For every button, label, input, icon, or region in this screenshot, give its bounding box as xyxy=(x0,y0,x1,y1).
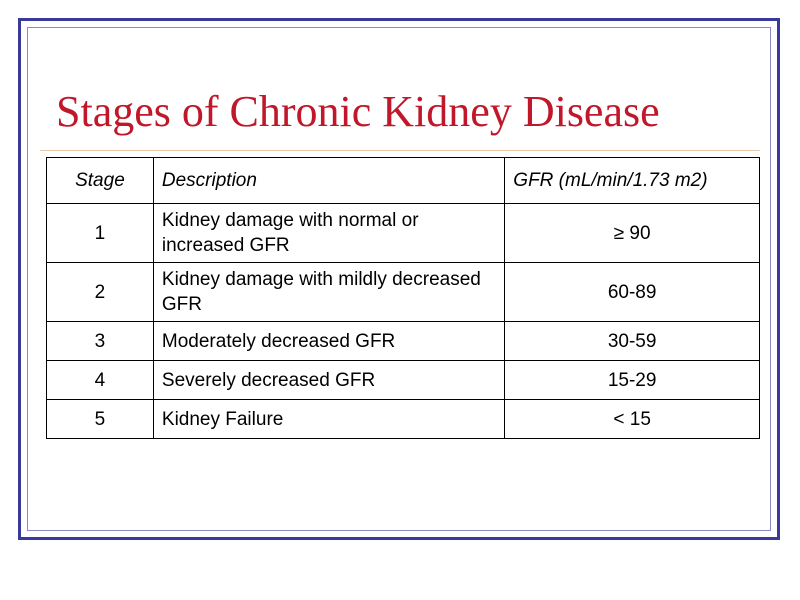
table-row xyxy=(47,263,760,322)
cell-gfr: 30-59 xyxy=(505,322,760,361)
table-row xyxy=(47,400,760,439)
cell-stage: 5 xyxy=(47,400,154,439)
header-gfr: GFR (mL/min/1.73 m2) xyxy=(505,158,760,204)
table-header-row xyxy=(47,158,760,204)
cell-description: Kidney damage with mildly decreased GFR xyxy=(153,263,504,322)
slide-title: Stages of Chronic Kidney Disease xyxy=(56,87,660,136)
header-stage: Stage xyxy=(47,158,154,204)
cell-description: Severely decreased GFR xyxy=(153,361,504,400)
cell-stage: 1 xyxy=(47,204,154,263)
header-description: Description xyxy=(153,158,504,204)
table-row xyxy=(47,204,760,263)
title-divider xyxy=(40,150,760,151)
cell-description: Kidney Failure xyxy=(153,400,504,439)
table-row xyxy=(47,361,760,400)
cell-description: Kidney damage with normal or increased GFR xyxy=(153,204,504,263)
cell-description: Moderately decreased GFR xyxy=(153,322,504,361)
cell-stage: 4 xyxy=(47,361,154,400)
cell-gfr: ≥ 90 xyxy=(505,204,760,263)
table-row xyxy=(47,322,760,361)
cell-gfr: < 15 xyxy=(505,400,760,439)
cell-gfr: 15-29 xyxy=(505,361,760,400)
ckd-stages-table xyxy=(46,157,760,439)
cell-gfr: 60-89 xyxy=(505,263,760,322)
cell-stage: 3 xyxy=(47,322,154,361)
cell-stage: 2 xyxy=(47,263,154,322)
